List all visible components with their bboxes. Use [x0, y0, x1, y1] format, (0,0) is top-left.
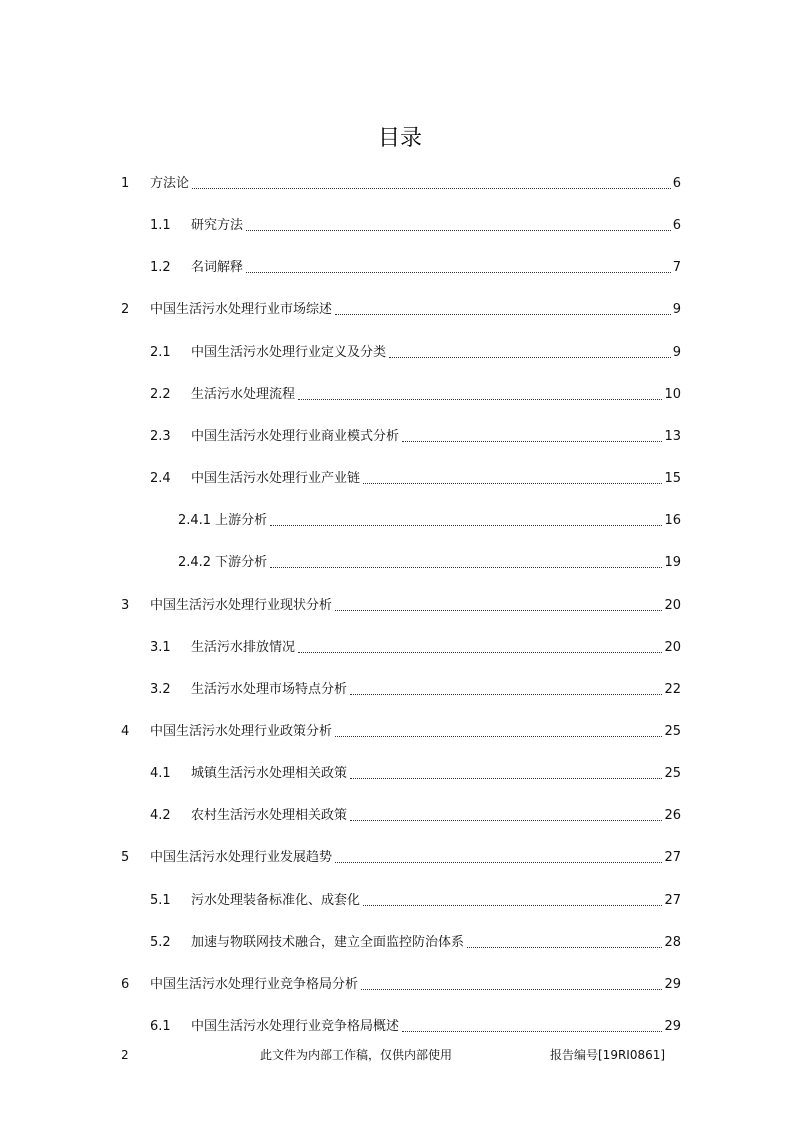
toc-entry-text	[191, 428, 681, 446]
toc-leader-dots	[246, 271, 671, 273]
toc-entry[interactable]	[0, 253, 681, 277]
footer-report-id: 报告编号[19RI0861]	[550, 1048, 666, 1062]
toc-leader-dots	[350, 777, 662, 779]
toc-entry-label: 名词解释	[191, 260, 244, 276]
toc-entry-number: 1.2	[150, 260, 171, 276]
toc-leader-dots	[335, 609, 662, 611]
toc-entry[interactable]	[0, 970, 681, 994]
toc-entry-text	[191, 765, 681, 783]
toc-entry-label: 加速与物联网技术融合，建立全面监控防治体系	[191, 934, 465, 950]
toc-leader-dots	[467, 946, 662, 948]
toc-entry-number: 2.4.2	[178, 555, 212, 571]
toc-leader-dots	[335, 313, 671, 315]
toc-entry[interactable]	[0, 211, 681, 235]
toc-entry-page: 25	[664, 723, 681, 739]
toc-entry[interactable]	[0, 464, 681, 488]
toc-entry-text	[191, 386, 681, 404]
toc-entry-label: 中国生活污水处理行业定义及分类	[191, 344, 387, 360]
toc-entry-page: 20	[664, 597, 681, 613]
toc-entry-page: 28	[664, 934, 681, 950]
toc-entry-number: 5.2	[150, 934, 171, 950]
toc-entry-text	[150, 723, 681, 741]
toc-entry-page: 10	[664, 386, 681, 402]
toc-entry-number: 3.2	[150, 681, 171, 697]
toc-entry-text	[178, 554, 681, 572]
toc-entry-number: 1.1	[150, 218, 171, 234]
toc-entry[interactable]	[0, 591, 681, 615]
toc-entry-label: 中国生活污水处理行业政策分析	[150, 723, 333, 739]
toc-leader-dots	[270, 524, 662, 526]
toc-entry-number: 2.3	[150, 428, 171, 444]
toc-entry-number: 3	[121, 597, 130, 613]
toc-entry[interactable]	[0, 169, 681, 193]
toc-entry[interactable]	[0, 338, 681, 362]
toc-entry[interactable]	[0, 380, 681, 404]
toc-entry-page: 29	[664, 1019, 681, 1034]
toc-entry-label: 农村生活污水处理相关政策	[191, 808, 348, 824]
toc-entry[interactable]	[0, 1012, 681, 1036]
toc-entry-number: 4	[121, 723, 130, 739]
toc-entry[interactable]	[0, 843, 681, 867]
toc-entry-label: 生活污水处理市场特点分析	[191, 681, 348, 697]
toc-leader-dots	[335, 861, 662, 863]
toc-leader-dots	[350, 693, 662, 695]
toc-leader-dots	[363, 482, 662, 484]
toc-leader-dots	[389, 356, 671, 358]
toc-entry-number: 6	[121, 976, 130, 992]
toc-entry-page: 25	[664, 766, 681, 782]
toc-leader-dots	[350, 819, 662, 821]
toc-entry-number: 3.1	[150, 639, 171, 655]
toc-leader-dots	[298, 398, 662, 400]
toc-entry-text	[191, 217, 681, 235]
toc-entry-page: 29	[664, 976, 681, 992]
toc-entry-label: 城镇生活污水处理相关政策	[191, 766, 348, 782]
toc-entry-label: 中国生活污水处理行业现状分析	[150, 597, 333, 613]
page-title: 目录	[377, 126, 422, 151]
toc-entry-text	[191, 892, 681, 910]
toc-entry-page: 16	[664, 513, 681, 529]
toc-entry-page: 6	[672, 176, 681, 191]
toc-entry[interactable]	[0, 506, 681, 530]
toc-entry-page: 27	[664, 892, 681, 908]
toc-entry-text	[191, 259, 681, 277]
toc-entry-text	[178, 512, 681, 530]
toc-entry-text	[191, 681, 681, 699]
toc-entry-text	[150, 849, 681, 867]
toc-entry-label: 生活污水处理流程	[191, 386, 296, 402]
toc-entry-number: 2.4.1	[178, 513, 212, 529]
toc-entry-number: 4.1	[150, 766, 171, 782]
toc-entry-text	[150, 301, 681, 319]
toc-entry[interactable]	[0, 422, 681, 446]
toc-entry-label: 研究方法	[191, 218, 244, 234]
toc-entry-text	[150, 175, 681, 193]
toc-entry-label: 污水处理装备标准化、成套化	[191, 892, 361, 908]
toc-entry[interactable]	[0, 675, 681, 699]
toc-entry-label: 中国生活污水处理行业发展趋势	[150, 850, 333, 866]
toc-entry-page: 19	[664, 555, 681, 571]
toc-leader-dots	[335, 735, 662, 737]
toc-leader-dots	[402, 1030, 662, 1032]
toc-entry[interactable]	[0, 295, 681, 319]
toc-entry-label: 中国生活污水处理行业商业模式分析	[191, 428, 400, 444]
toc-leader-dots	[363, 904, 662, 906]
toc-entry-page: 15	[664, 471, 681, 487]
toc-entry-page: 6	[672, 218, 681, 234]
toc-entry-text	[191, 934, 681, 952]
toc-leader-dots	[361, 988, 662, 990]
toc-entry-page: 26	[664, 808, 681, 824]
toc-entry[interactable]	[0, 717, 681, 741]
toc-entry-page: 13	[664, 428, 681, 444]
toc-entry-page: 22	[664, 681, 681, 697]
toc-entry-page: 20	[664, 639, 681, 655]
toc-entry-label: 上游分析	[215, 513, 268, 529]
toc-leader-dots	[270, 566, 662, 568]
toc-entry-label: 中国生活污水处理行业竞争格局概述	[191, 1019, 400, 1034]
toc-entry-number: 5	[121, 850, 130, 866]
toc-leader-dots	[192, 187, 671, 189]
toc-entry-number: 6.1	[150, 1019, 171, 1034]
footer-notice: 此文件为内部工作稿，仅供内部使用	[260, 1048, 453, 1062]
toc-entry-number: 1	[121, 176, 130, 191]
toc-entry[interactable]	[0, 928, 681, 952]
footer-page-number: 2	[121, 1048, 129, 1062]
toc-entry[interactable]	[0, 886, 681, 910]
toc-entry-label: 中国生活污水处理行业竞争格局分析	[150, 976, 359, 992]
toc-entry[interactable]	[0, 801, 681, 825]
toc-entry-text	[191, 807, 681, 825]
toc-entry[interactable]	[0, 633, 681, 657]
toc-entry-number: 4.2	[150, 808, 171, 824]
toc-entry-label: 生活污水排放情况	[191, 639, 296, 655]
toc-leader-dots	[246, 229, 671, 231]
toc-entry-number: 5.1	[150, 892, 171, 908]
toc-entry-number: 2	[121, 302, 130, 318]
toc-entry-text	[191, 470, 681, 488]
toc-entry-page: 9	[672, 344, 681, 360]
toc-entry-text	[191, 1018, 681, 1036]
toc-entry-number: 2.4	[150, 471, 171, 487]
toc-entry-number: 2.1	[150, 344, 171, 360]
toc-entry-label: 中国生活污水处理行业市场综述	[150, 302, 333, 318]
toc-entry-number: 2.2	[150, 386, 171, 402]
toc-entry-label: 中国生活污水处理行业产业链	[191, 471, 361, 487]
toc-entry-text	[191, 344, 681, 362]
toc-entry[interactable]	[0, 759, 681, 783]
toc-entry-page: 7	[672, 260, 681, 276]
toc-entry-text	[150, 976, 681, 994]
toc-leader-dots	[402, 440, 662, 442]
toc-entry-label: 方法论	[150, 176, 190, 191]
toc-entry-text	[191, 639, 681, 657]
toc-entry-page: 9	[672, 302, 681, 318]
toc-entry-page: 27	[664, 850, 681, 866]
toc-entry-text	[150, 597, 681, 615]
toc-entry-label: 下游分析	[215, 555, 268, 571]
toc-entry[interactable]	[0, 548, 681, 572]
toc-leader-dots	[298, 651, 662, 653]
